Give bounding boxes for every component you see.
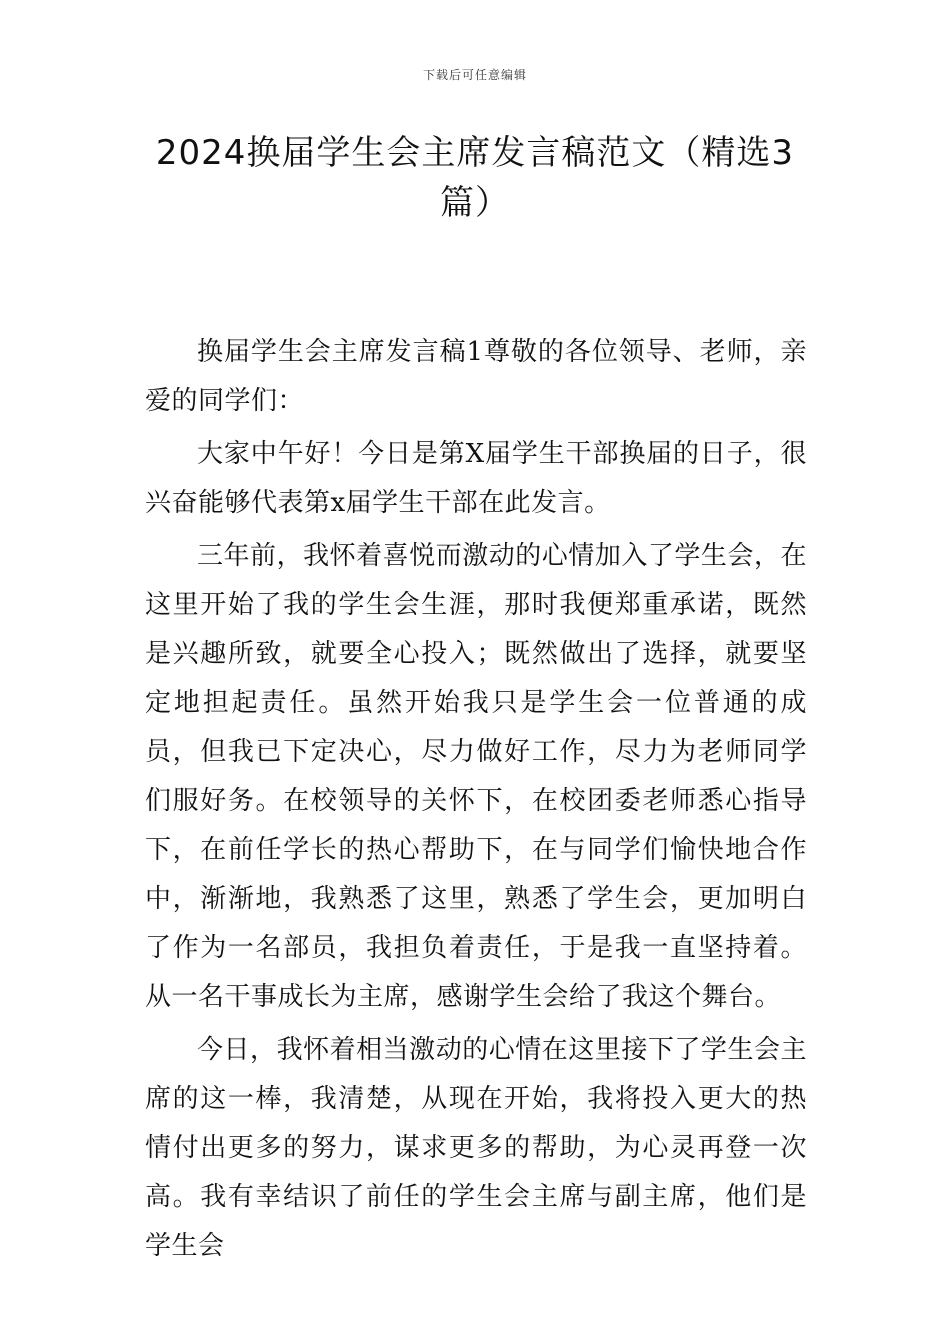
header-note: 下载后可任意编辑 [422,68,527,82]
paragraph: 大家中午好！今日是第X届学生干部换届的日子，很兴奋能够代表第x届学生干部在此发言。 [145,439,807,518]
paragraph: 三年前，我怀着喜悦而激动的心情加入了学生会，在这里开始了我的学生会生涯，那时我便郑重承诺，既然是兴趣所致，就要全心投入；既然做出了选择，就要坚定地担起责任。虽然开始我只是学生会一位普通的成员，但我已下定决心，尽力做好工作，尽力为老师同学们服好务。在校领导的关怀下，在校团委老师悉心指导下，在前任学长的热心帮助下，在与同学们愉快地合作中，渐渐地，我熟悉了这里，熟悉了学生会，更加明白了作为一名部员，我担负着责任，于是我一直坚持着。从一名干事成长为主席，感谢学生会给了我这个舞台。 [145,541,807,1012]
paragraph: 今日，我怀着相当激动的心情在这里接下了学生会主席的这一棒，我清楚，从现在开始，我将投入更大的热情付出更多的努力，谋求更多的帮助，为心灵再登一次高。我有幸结识了前任的学生会主席与副主席，他们是学生会 [145,1035,807,1261]
document-title: 2024换届学生会主席发言稿范文（精选3篇） [155,133,795,223]
document-body [145,328,807,1275]
paragraph: 换届学生会主席发言稿1尊敬的各位领导、老师，亲爱的同学们： [145,337,807,416]
